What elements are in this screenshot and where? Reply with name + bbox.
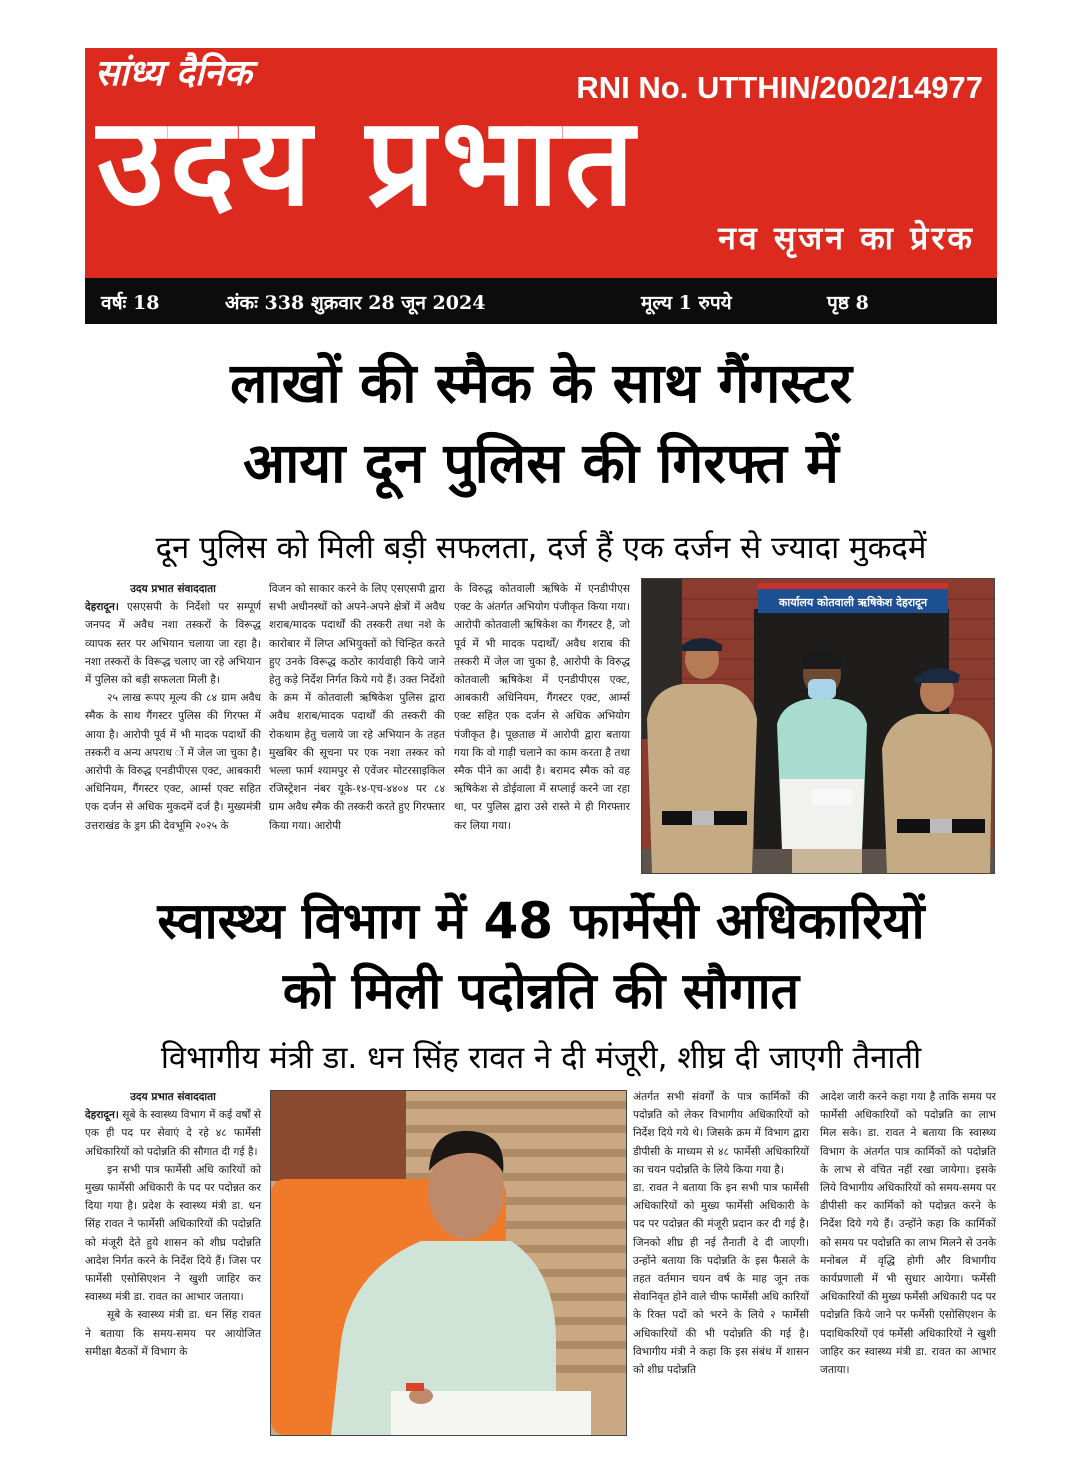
story2-col3-para1: अंतर्गत सभी संवर्गों के पात्र कार्मिकों की पदोन्नति को लेकर विभागीय अधिकारियों को निर्देश दिये गये थे। जिसके क्रम में विभाग द्वारा डीपीसी के माध्यम से ४८ फार्मेसी अधिकारियों का चयन पदोन्नति के लिये किया गया है। — [633, 1091, 809, 1176]
story2-byline: उदय प्रभात संवाददाता — [130, 1091, 216, 1103]
story1-byline: उदय प्रभात संवाददाता — [130, 583, 216, 595]
story1-photo-police-arrest — [641, 578, 995, 874]
police-arrest-photo-illustration — [642, 579, 994, 873]
story2-col1-para3: सूबे के स्वास्थ्य मंत्री डा. धन सिंह रावत ने बताया कि समय-समय पर आयोजित समीक्षा बैठकों में विभाग के — [85, 1309, 261, 1358]
story1-col1-para2: २५ लाख रूपए मूल्य की ८४ ग्राम अवैध स्मैक के साथ गैंगस्टर पुलिस की गिरफ्त में आया है। आरोपी पूर्व में भी मादक पदार्थो की तस्करी व अन्य अपराध ों में जेल जा चुका है। आरोपी के विरुद्ध एनडीपीएस एक्ट, आबकारी अधिनियम, गैंगस्टर एक्ट, आर्म्स एक्ट सहित एक दर्जन से अधिक मुकदमें दर्ज है। मुख्यमंत्री उत्तराखंड के ड्रग फ्री देवभूमि २०२५ के — [85, 692, 261, 832]
page-number: पृष्ठ 8 — [827, 292, 869, 314]
masthead-kicker: सांध्य दैनिक — [95, 53, 252, 94]
issue-year: वर्षः 18 — [101, 292, 160, 314]
issue-info-bar — [85, 278, 997, 324]
story1-subheadline: दून पुलिस को मिली बड़ी सफलता, दर्ज हैं एक दर्जन से ज्यादा मुकदमें — [155, 530, 927, 566]
masthead-tagline: नव सृजन का प्रेरक — [718, 219, 975, 257]
story2-column-4 — [820, 1088, 996, 1379]
masthead — [85, 48, 997, 278]
story1-column-3 — [454, 580, 630, 835]
story2-column-1 — [85, 1088, 261, 1361]
story1-headline-line1: लाखों की स्मैक के साथ गैंगस्टर — [230, 351, 852, 415]
story2-col3-para2: डा. रावत ने बताया कि इन सभी पात्र फार्मेसी अधिकारियों को मुख्य फार्मेसी अधिकारी के पद पर पदोन्नत की मंजूरी प्रदान कर दी गई है। जिनको शीघ्र ही नई तैनाती दे दी जाएगी। उन्होंने बताया कि पदोन्नति के इस फैसले के तहत वर्तमान चयन वर्ष के माह जून तक सेवानिवृत होने वाले चीफ फार्मेसी अधि कारियों के रिक्त पदों को भरने के लिये २ फार्मेसी अधिकारियों की भी पदोन्नति की गई है। विभागीय मंत्री ने कहा कि इस संबंध में शासन को शीघ्र पदोन्नति — [633, 1182, 809, 1377]
story1-col3-text: के विरुद्ध कोतवाली ऋषिके में एनडीपीएस एक्ट के अंतर्गत अभियोग पंजीकृत किया गया। आरोपी कोतवाली ऋषिकेश का गैंगस्टर है, जो पूर्व में भी मादक पदार्थों/ अवैध शराब की तस्करी में जेल जा चुका है, आरोपी के विरुद्ध कोतवाली ऋषिकेश में एनडीपीएस एक्ट, आबकारी अधिनियम, गैंगस्टर एक्ट, आर्म्स एक्ट सहित एक दर्जन से अधिक अभियोग पंजीकृत है। पूछताछ में आरोपी द्वारा बताया गया कि वो गाड़ी चलाने का काम करता है तथा स्मैक पीने का आदी है। बरामद स्मैक को वह ऋषिकेश से डोईवाला में सप्लाई करने जा रहा था, पर पुलिस द्वारा उसे रास्ते मे ही गिरफ्तार कर लिया गया। — [454, 583, 630, 832]
story2-headline-line2: को मिली पदोन्नति की सौगात — [282, 962, 800, 1020]
story1-column-2 — [269, 580, 445, 835]
story2-column-3 — [633, 1088, 809, 1379]
newspaper-title: उदय प्रभात — [97, 91, 641, 233]
story2-subheadline: विभागीय मंत्री डा. धन सिंह रावत ने दी मंजूरी, शीघ्र दी जाएगी तैनाती — [160, 1040, 922, 1076]
story1-headline-line2: आया दून पुलिस की गिरफ्त में — [243, 431, 839, 495]
issue-price: मूल्य 1 रुपये — [641, 292, 732, 314]
rni-number: RNI No. UTTHIN/2002/14977 — [576, 70, 983, 105]
story1-col1-para1: एसएसपी के निर्देशो पर सम्पूर्ण जनपद में अवैध नशा तस्करों के विरूद्ध व्यापक स्तर पर अभियान चलाया जा रहा है। नशा तस्करों के विरूद्ध चलाए जा रहे अभियान में पुलिस को बड़ी सफलता मिली है। — [85, 601, 261, 687]
story2-col1-para2: इन सभी पात्र फार्मेसी अधि कारियों को मुख्य फार्मेसी अधिकारी के पद पर पदोन्नत कर दिया गया है। प्रदेश के स्वास्थ्य मंत्री डा. धन सिंह रावत ने फार्मेसी अधिकारियों की पदोन्नति को मंजूरी देते हुये शासन को शीघ्र पदोन्नति आदेश निर्गत करने के निर्देश दिये हैं। जिस पर फार्मेसी एसोसिएशन ने खुशी जाहिर कर स्वास्थ्य मंत्री डा. रावत का आभार जताया। — [85, 1163, 261, 1304]
story2-headline-line1: स्वास्थ्य विभाग में 48 फार्मेसी अधिकारियों — [157, 892, 925, 950]
story2-col4-text: आदेश जारी करने कहा गया है ताकि समय पर फार्मेसी अधिकारियों को पदोन्नति का लाभ मिल सके। डा. रावत ने बताया कि स्वास्थ्य विभाग के अंतर्गत पात्र कार्मिकों को पदोन्नति के लाभ से वंचित नहीं रखा जायेगा। इसके लिये विभागीय अधिकारियों को समय-समय पर डीपीसी कर कार्मिकों को पदोन्नत करने के निर्देश दिये गये हैं। उन्होंने कहा कि कार्मिकों को समय पर पदोन्नति का लाभ मिलने से उनके मनोबल में वृद्धि होगी और विभागीय कार्यप्रणाली में भी सुधार आयेगा। फर्मेसी अधिकारियों की मुख्य फर्मेसी अधिकारी पद पर पदोन्नति किये जाने पर फर्मेसी एसोसिएशन के पदाधिकरियों एवं फर्मेसी अधिकारियों ने खुशी जाहिर कर स्वास्थ्य मंत्री डा. रावत का आभार जताया। — [820, 1091, 996, 1377]
story2-dateline: देहरादून। — [85, 1109, 119, 1122]
story1-column-1 — [85, 580, 261, 835]
story2-col1-para1: सूबे के स्वास्थ्य विभाग में कई वर्षों से एक ही पद पर सेवाएं दे रहे ४८ फार्मेसी अधिकारियों को पदोन्नति की सौगात दी गई है। — [85, 1109, 261, 1158]
issue-number-date: अंकः 338 शुक्रवार 28 जून 2024 — [225, 292, 486, 314]
story1-dateline: देहरादून। — [85, 601, 119, 614]
story1-col2-text: विजन को साकार करने के लिए एसएसपी द्वारा सभी अधीनस्थों को अपने-अपने क्षेत्रों में अवैध शराब/मादक पदार्थों की तस्करी तथा नशे के कारोबार में लिप्त अभियुक्तों को चिन्हित करते हुए उनके विरूद्ध कठोर कार्यवाही किये जाने हेतु कड़े निर्देश निर्गत किये गये हैं। उक्त निर्देशो के क्रम में कोतवाली ऋषिकेश पुलिस द्वारा अवैध शराब/मादक पदार्थों की तस्करी की रोकथाम हेतु चलाये जा रहे अभियान के तहत मुखबिर की सूचना पर एक नशा तस्कर को भल्ला फार्म श्यामपुर से एवेंजर मोटरसाइकिल रजिस्ट्रेशन नंबर यूके-१४-एच-४४०४ पर ८४ ग्राम अवैध स्मैक की तस्करी करते हुए गिरफ्तार किया गया। आरोपी — [269, 583, 445, 832]
story2-photo-health-minister — [270, 1090, 627, 1436]
photo-sign-text: कार्यालय कोतवाली ऋषिकेश देहरादून — [778, 596, 928, 609]
minister-photo-illustration — [271, 1091, 626, 1435]
